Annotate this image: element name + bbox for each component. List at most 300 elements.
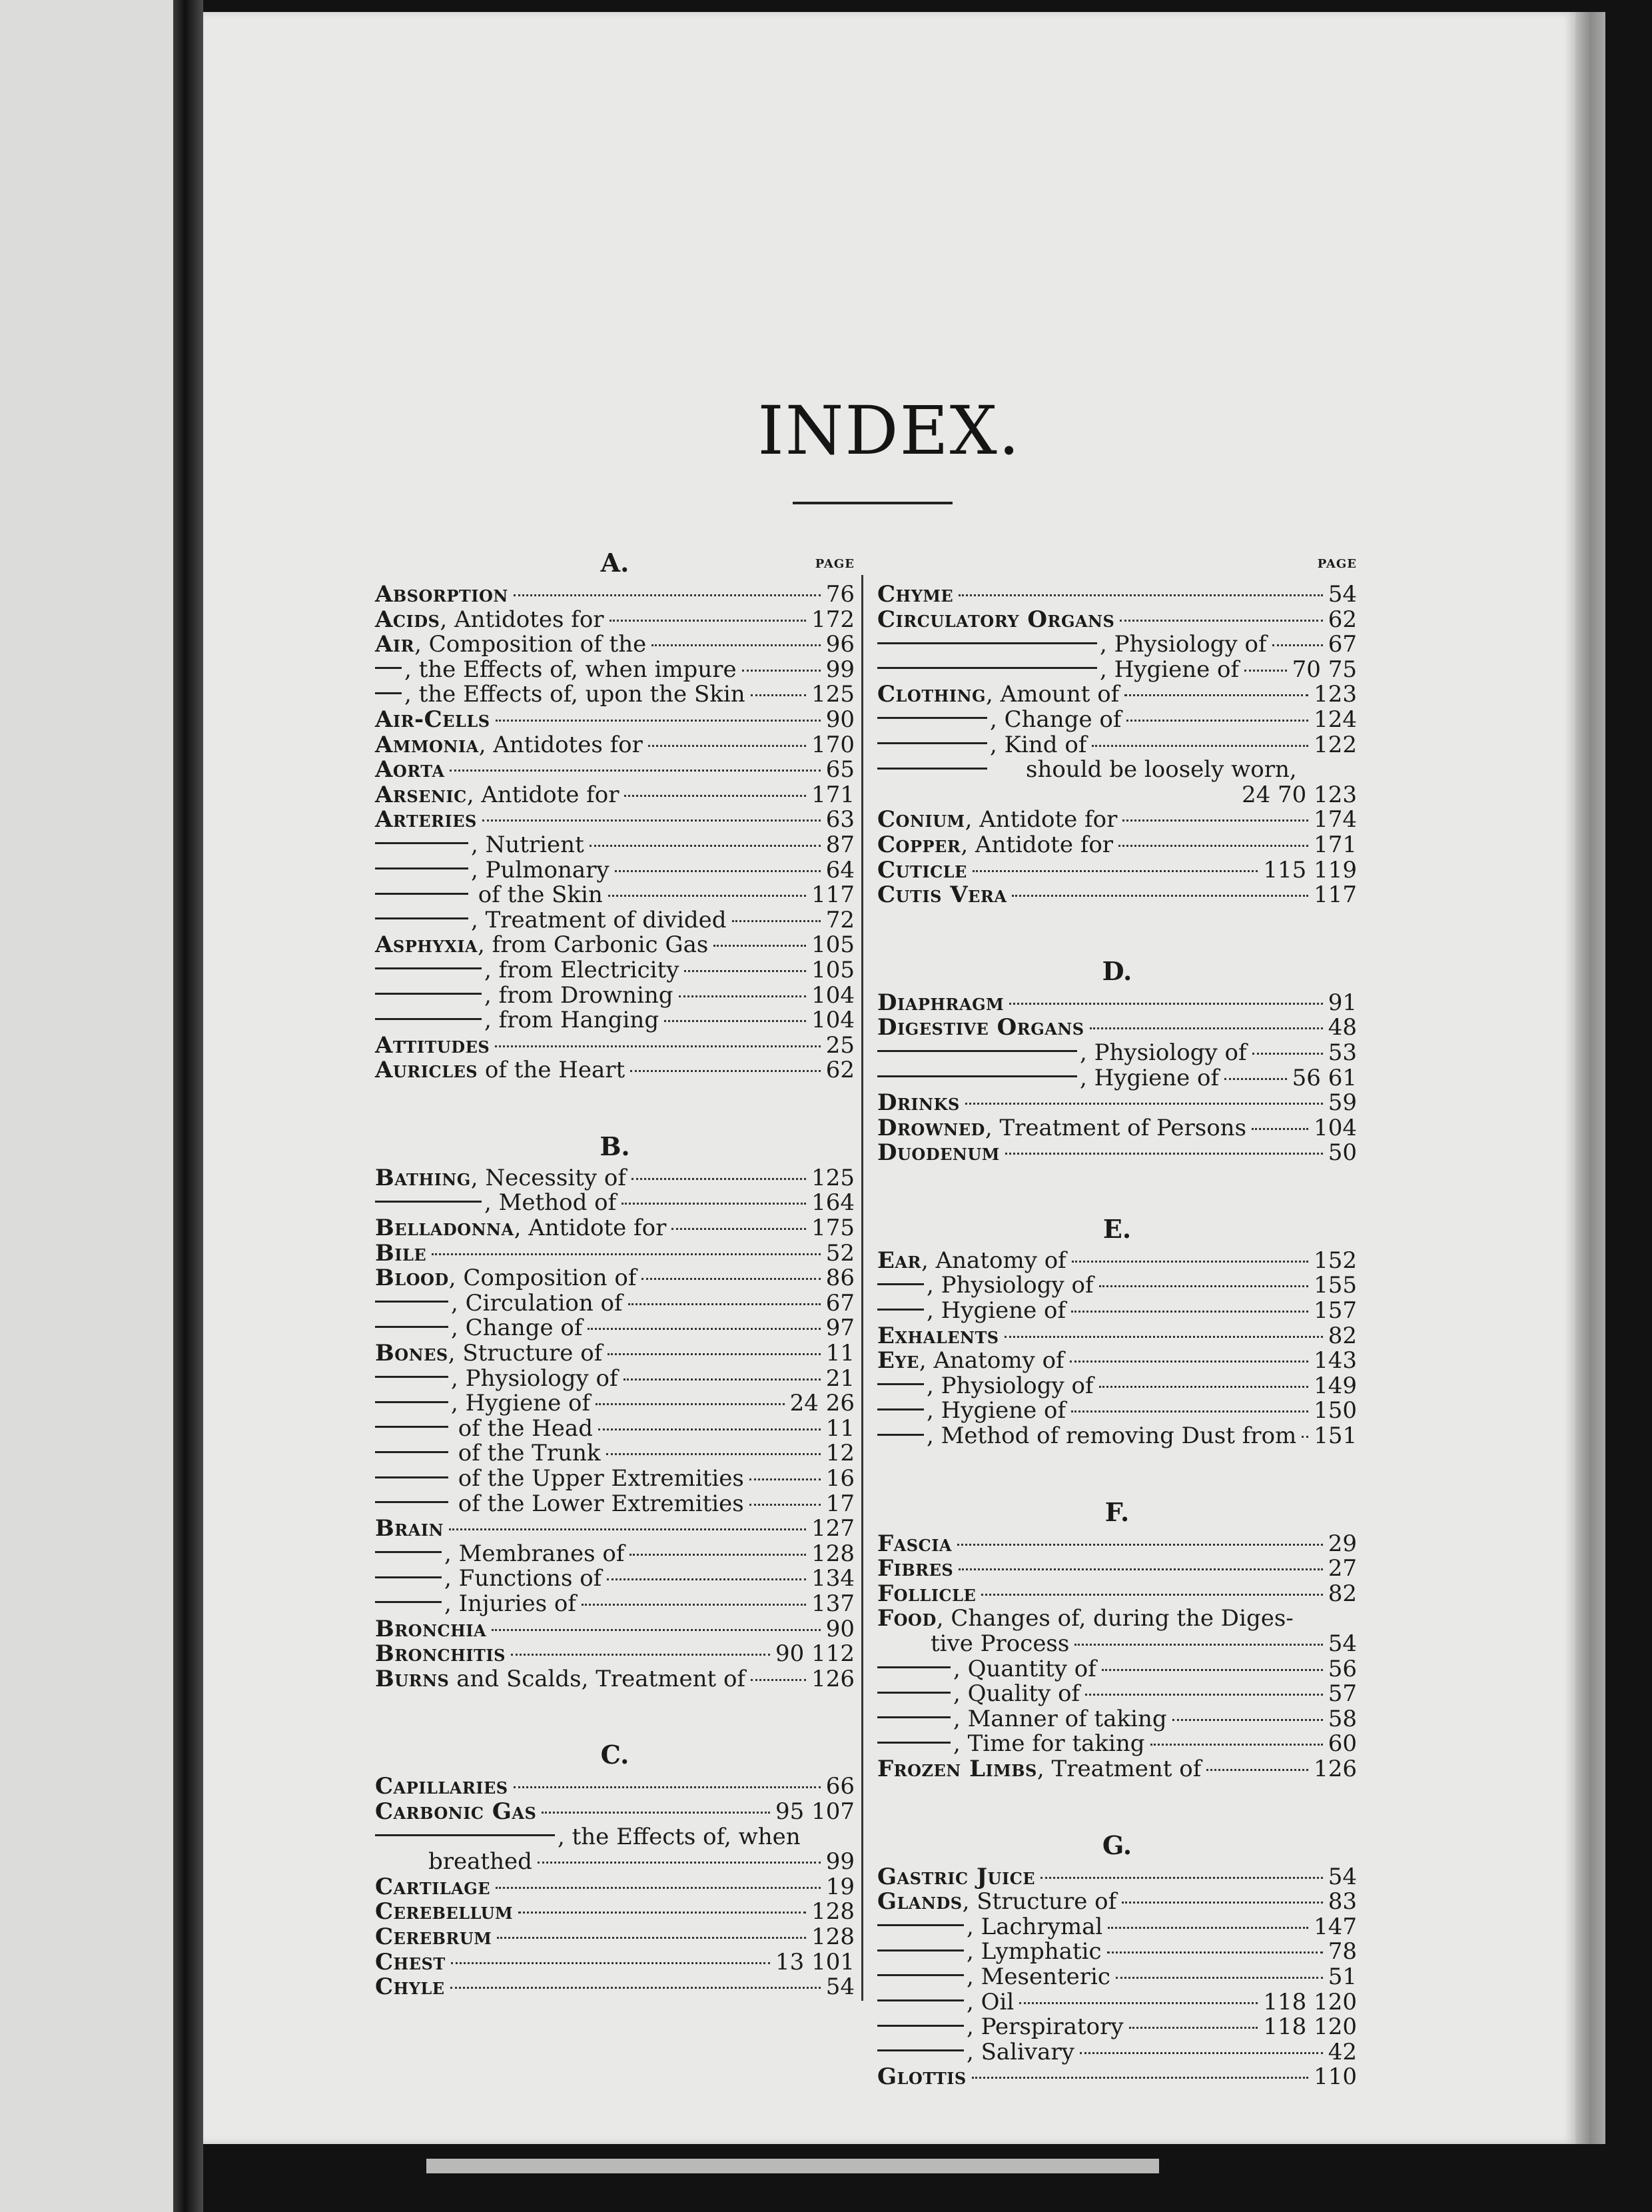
index-entry xyxy=(375,1166,855,1191)
page-number: 99 xyxy=(825,1848,855,1876)
dot-leader xyxy=(630,1070,821,1072)
entry-label xyxy=(375,1266,636,1291)
page-number: 42 xyxy=(1328,2038,1357,2065)
page-number: 134 xyxy=(811,1565,855,1592)
ditto-dash xyxy=(375,993,482,995)
dot-leader xyxy=(973,870,1258,872)
ditto-dash xyxy=(375,1201,482,1203)
entry-heading: Drinks xyxy=(877,1089,960,1117)
index-entry xyxy=(375,1391,855,1416)
page-number: 105 xyxy=(811,956,855,983)
index-entry xyxy=(877,1424,1357,1449)
dot-leader xyxy=(1252,1053,1323,1055)
index-entry xyxy=(375,1825,855,1850)
entry-heading: Digestive Organs xyxy=(877,1014,1084,1041)
dot-leader xyxy=(713,945,806,947)
dot-leader xyxy=(624,795,806,797)
page-number: 170 xyxy=(811,731,855,758)
entry-label xyxy=(877,632,1267,658)
dot-leader xyxy=(959,1568,1323,1570)
entry-label xyxy=(877,1990,1014,2015)
index-entry xyxy=(877,1116,1357,1141)
index-section xyxy=(375,548,855,1084)
page-number: 127 xyxy=(811,1515,855,1542)
dot-leader xyxy=(606,1453,821,1455)
index-entry xyxy=(375,1542,855,1567)
index-entry xyxy=(877,1582,1357,1607)
page-number: 17 xyxy=(825,1490,855,1517)
index-entry xyxy=(877,1682,1357,1707)
book-spine xyxy=(173,0,203,2212)
entry-label xyxy=(375,958,679,983)
page-number: 172 xyxy=(811,606,855,633)
dot-leader xyxy=(981,1594,1322,1596)
index-entry xyxy=(877,883,1357,908)
entry-label xyxy=(877,2040,1074,2065)
dot-leader xyxy=(972,2077,1308,2079)
entry-label xyxy=(375,1008,659,1033)
page-number: 82 xyxy=(1328,1580,1357,1607)
entry-label xyxy=(375,1800,536,1825)
page-number: 16 xyxy=(825,1465,855,1492)
index-entry xyxy=(877,833,1357,858)
index-entry xyxy=(877,808,1357,833)
entry-text: , Oil xyxy=(967,1988,1015,2015)
ditto-dash xyxy=(877,1434,924,1436)
entry-label xyxy=(877,1116,1246,1141)
entry-label xyxy=(375,908,727,933)
page-number: 99 xyxy=(825,656,855,683)
entry-label xyxy=(375,608,604,633)
page-number: 95 107 xyxy=(775,1798,855,1825)
index-entry xyxy=(375,1667,855,1692)
index-section xyxy=(375,1740,855,2001)
dot-leader xyxy=(1252,1128,1308,1130)
index-column-right xyxy=(877,552,1357,2142)
section-letter xyxy=(877,552,1357,574)
entry-label xyxy=(375,1216,666,1241)
index-entry xyxy=(375,1466,855,1492)
entry-text: , Physiology of xyxy=(1080,1039,1247,1066)
dot-leader xyxy=(641,1278,820,1280)
section-letter: E. xyxy=(1102,1213,1132,1244)
entry-text: of the Head xyxy=(451,1414,593,1442)
entry-label xyxy=(877,2015,1124,2040)
page-number: 12 xyxy=(825,1440,855,1467)
page-column-label: PAGE xyxy=(1317,557,1357,571)
index-section xyxy=(375,1131,855,1692)
entry-heading: Cuticle xyxy=(877,856,967,883)
dot-leader xyxy=(1224,1078,1287,1080)
entry-text: , Hygiene of xyxy=(451,1390,591,1417)
page-number: 56 61 xyxy=(1292,1064,1357,1091)
entry-label xyxy=(375,833,584,858)
page-number: 104 xyxy=(1314,1114,1357,1141)
page-number: 122 xyxy=(1314,731,1357,758)
entry-text: and Scalds, Treatment of xyxy=(449,1665,746,1692)
entry-text: , Antidote for xyxy=(965,806,1118,833)
dot-leader xyxy=(1126,720,1308,722)
dot-leader xyxy=(1302,1436,1308,1438)
entry-text: , Physiology of xyxy=(1100,631,1267,658)
entry-heading: Cerebellum xyxy=(375,1898,514,1926)
entry-label xyxy=(375,1642,506,1667)
dot-leader xyxy=(749,1504,821,1506)
dot-leader xyxy=(1122,820,1308,822)
dot-leader xyxy=(598,1428,821,1430)
page-number: 78 xyxy=(1328,1938,1357,1965)
index-entry xyxy=(877,1707,1357,1732)
entry-text: of the Upper Extremities xyxy=(451,1465,744,1492)
index-entry xyxy=(375,1216,855,1241)
entry-label xyxy=(375,1466,744,1492)
dot-leader xyxy=(1072,1261,1308,1263)
dot-leader xyxy=(1080,2052,1323,2054)
entry-text: , Anatomy of xyxy=(919,1347,1064,1375)
index-entry xyxy=(375,1800,855,1825)
page-number: 59 xyxy=(1328,1089,1357,1117)
index-entry xyxy=(375,1900,855,1925)
entry-heading: Diaphragm xyxy=(877,989,1005,1016)
page-number: 105 xyxy=(811,931,855,959)
index-entry xyxy=(877,1757,1357,1782)
index-entry xyxy=(375,682,855,708)
index-entry xyxy=(877,1915,1357,1940)
entry-heading: Arteries xyxy=(375,806,477,833)
index-entry xyxy=(375,1875,855,1900)
dot-leader xyxy=(671,1228,806,1230)
index-entry xyxy=(375,1642,855,1667)
dot-leader xyxy=(965,1103,1323,1105)
entry-label xyxy=(375,1925,492,1950)
dot-leader xyxy=(492,1629,821,1631)
ditto-dash xyxy=(877,1949,964,1951)
ditto-dash xyxy=(877,1999,964,2001)
entry-text: of the Skin xyxy=(471,881,603,909)
dot-leader xyxy=(496,720,821,722)
page-number: 25 xyxy=(825,1031,855,1059)
index-entry xyxy=(375,1774,855,1800)
page-number: 152 xyxy=(1314,1247,1357,1274)
entry-label xyxy=(877,1915,1102,1940)
page-number: 60 xyxy=(1328,1730,1357,1758)
title-rule xyxy=(793,502,953,504)
entry-label xyxy=(877,1273,1094,1299)
dot-leader xyxy=(1124,694,1308,696)
index-entry xyxy=(877,1041,1357,1066)
entry-text: , Membranes of xyxy=(444,1540,625,1567)
entry-text: , Method of xyxy=(484,1189,617,1217)
entry-label xyxy=(375,1241,426,1267)
index-entry xyxy=(877,1374,1357,1399)
entry-text: , Circulation of xyxy=(451,1289,623,1317)
entry-text: , Method of removing Dust from xyxy=(927,1422,1297,1450)
page-number: 54 xyxy=(1328,1863,1357,1890)
entry-label xyxy=(877,1732,1145,1757)
entry-label xyxy=(375,1975,445,2000)
page-number: 29 xyxy=(1328,1530,1357,1557)
page-number: 83 xyxy=(1328,1888,1357,1916)
page-number: 150 xyxy=(1314,1397,1357,1424)
entry-heading: Belladonna xyxy=(375,1215,514,1242)
page-number: 54 xyxy=(1328,1630,1357,1657)
entry-text: , from Hanging xyxy=(484,1007,659,1034)
index-entry xyxy=(877,682,1357,708)
ditto-dash xyxy=(375,1451,448,1453)
ditto-dash xyxy=(877,1383,924,1385)
entry-heading: Follicle xyxy=(877,1580,977,1607)
ditto-dash xyxy=(877,1924,964,1926)
entry-text: , Change of xyxy=(451,1315,583,1342)
dot-leader xyxy=(615,870,821,872)
page-number: 157 xyxy=(1314,1297,1357,1325)
page-column-label: PAGE xyxy=(815,557,855,571)
entry-label xyxy=(375,1367,618,1392)
entry-heading: Acids xyxy=(375,606,440,633)
page-number: 54 xyxy=(825,1973,855,2001)
dot-leader xyxy=(623,1379,821,1381)
entry-label xyxy=(375,1341,602,1367)
entry-heading: Chyle xyxy=(375,1973,445,2001)
page-number: 58 xyxy=(1328,1705,1357,1732)
page-number: 53 xyxy=(1328,1039,1357,1066)
index-entry xyxy=(375,1850,855,1875)
dot-leader xyxy=(1107,1951,1323,1953)
entry-label xyxy=(375,1850,532,1875)
dot-leader xyxy=(514,1786,821,1788)
entry-label xyxy=(877,1865,1035,1890)
column-divider xyxy=(861,575,863,2001)
index-entry xyxy=(375,1950,855,1975)
dot-leader xyxy=(538,1862,821,1864)
page-number: 126 xyxy=(811,1665,855,1692)
index-entry xyxy=(375,933,855,958)
entry-text: , Functions of xyxy=(444,1565,602,1592)
ditto-dash xyxy=(877,1283,924,1285)
entry-text: , Mesenteric xyxy=(967,1963,1110,1990)
page-number: 24 70 123 xyxy=(1241,781,1357,808)
dot-leader xyxy=(449,1528,806,1530)
dot-leader xyxy=(1012,895,1308,897)
entry-text: , Antidotes for xyxy=(478,731,643,758)
index-entry xyxy=(375,1033,855,1059)
entry-text: tive Process xyxy=(931,1630,1070,1657)
entry-text: , from Drowning xyxy=(484,981,673,1009)
entry-heading: Absorption xyxy=(375,581,508,608)
entry-label xyxy=(877,1374,1094,1399)
index-entry xyxy=(375,1191,855,1216)
dot-leader xyxy=(1116,1977,1323,1979)
page-number: 96 xyxy=(825,631,855,658)
entry-label xyxy=(877,1632,1069,1657)
entry-text: , the Effects of, upon the Skin xyxy=(404,681,745,708)
page-number: 90 112 xyxy=(775,1640,855,1668)
index-entry xyxy=(375,1975,855,2000)
page-number: 54 xyxy=(1328,581,1357,608)
entry-label xyxy=(877,1324,999,1349)
entry-label xyxy=(375,783,619,808)
ditto-dash xyxy=(375,1426,448,1428)
entry-label xyxy=(877,1249,1066,1274)
entry-label xyxy=(375,1667,745,1692)
entry-text: , Hygiene of xyxy=(1100,656,1240,683)
ditto-dash xyxy=(375,967,482,969)
entry-label xyxy=(375,708,490,733)
page-number: 126 xyxy=(1314,1755,1357,1782)
index-entry xyxy=(877,582,1357,608)
page-number: 171 xyxy=(1314,831,1357,858)
entry-text: , Time for taking xyxy=(953,1730,1145,1758)
dot-leader xyxy=(1206,1769,1308,1771)
index-entry xyxy=(375,1416,855,1442)
entry-label xyxy=(375,758,444,783)
page-number: 86 xyxy=(825,1265,855,1292)
entry-label xyxy=(877,1066,1219,1091)
index-entry xyxy=(375,708,855,733)
dot-leader xyxy=(608,895,806,897)
section-letter: G. xyxy=(1102,1830,1132,1860)
index-entry xyxy=(375,658,855,683)
index-entry xyxy=(375,1925,855,1950)
index-entry xyxy=(877,1965,1357,1990)
page-number: 11 xyxy=(825,1414,855,1442)
page-number: 123 xyxy=(1314,681,1357,708)
entry-label xyxy=(375,658,737,683)
dot-leader xyxy=(1071,1311,1308,1313)
ditto-dash xyxy=(375,842,468,844)
dot-leader xyxy=(1092,745,1308,747)
entry-text: , from Electricity xyxy=(484,956,679,983)
page-number: 63 xyxy=(825,806,855,833)
entry-text: , Antidote for xyxy=(514,1215,667,1242)
dot-leader xyxy=(582,1604,806,1606)
entry-heading: Bathing xyxy=(375,1164,471,1191)
index-entry xyxy=(877,1532,1357,1557)
dot-leader xyxy=(732,920,821,922)
entry-heading: Cerebrum xyxy=(375,1923,492,1950)
page-number: 65 xyxy=(825,756,855,784)
entry-heading: Gastric Juice xyxy=(877,1863,1036,1890)
index-entry xyxy=(877,1890,1357,1915)
scan-bottom-bar xyxy=(426,2159,1159,2173)
entry-label xyxy=(877,1091,960,1116)
page-number: 64 xyxy=(825,856,855,883)
dot-leader xyxy=(495,1045,821,1047)
dot-leader xyxy=(957,1544,1323,1546)
entry-heading: Ear xyxy=(877,1247,921,1274)
dot-leader xyxy=(1150,1744,1323,1746)
dot-leader xyxy=(1009,1003,1323,1005)
entry-heading: Frozen Limbs xyxy=(877,1755,1037,1782)
ditto-dash xyxy=(375,1018,482,1020)
ditto-dash xyxy=(375,1326,448,1328)
section-letter: D. xyxy=(1102,955,1132,986)
index-entry xyxy=(877,1324,1357,1349)
ditto-dash xyxy=(877,1075,1077,1077)
page-number: 118 120 xyxy=(1263,2013,1357,2041)
index-entry xyxy=(375,858,855,883)
index-entry xyxy=(877,783,1357,808)
ditto-dash xyxy=(375,1551,442,1553)
ditto-dash xyxy=(375,867,468,869)
ditto-dash xyxy=(375,1301,448,1303)
entry-text: , Quantity of xyxy=(953,1655,1096,1682)
entry-label xyxy=(877,1890,1116,1915)
entry-label xyxy=(375,1058,625,1083)
entry-label xyxy=(877,1398,1066,1424)
entry-label xyxy=(877,1015,1084,1041)
entry-heading: Drowned xyxy=(877,1114,985,1141)
entry-label xyxy=(375,983,673,1009)
dot-leader xyxy=(542,1812,770,1814)
dot-leader xyxy=(1099,1285,1309,1287)
index-entry xyxy=(375,758,855,783)
ditto-dash xyxy=(375,917,468,919)
page-number: 117 xyxy=(811,881,855,909)
dot-leader xyxy=(1090,1027,1323,1029)
dot-leader xyxy=(1019,2002,1258,2004)
entry-heading: Exhalents xyxy=(877,1322,999,1349)
entry-heading: Brain xyxy=(375,1515,444,1542)
entry-label xyxy=(375,582,508,608)
page-number: 87 xyxy=(825,831,855,858)
page-number: 149 xyxy=(1314,1372,1357,1399)
entry-label xyxy=(877,1299,1066,1324)
entry-text: of the Trunk xyxy=(451,1440,601,1467)
entry-text: , Manner of taking xyxy=(953,1705,1167,1732)
page-number: 137 xyxy=(811,1590,855,1617)
index-entry xyxy=(375,1367,855,1392)
entry-text: , Antidote for xyxy=(961,831,1114,858)
entry-heading: Air-Cells xyxy=(375,706,490,733)
entry-text: , Lachrymal xyxy=(967,1913,1103,1940)
index-entry xyxy=(375,1566,855,1592)
page-title: INDEX. xyxy=(757,392,1021,470)
dot-leader xyxy=(1244,670,1287,672)
entry-label xyxy=(877,858,967,883)
page-number: 67 xyxy=(1328,631,1357,658)
index-entry xyxy=(877,1091,1357,1116)
ditto-dash xyxy=(877,1716,951,1718)
entry-text: breathed xyxy=(428,1848,532,1876)
entry-label xyxy=(375,1592,576,1617)
entry-text: , the Effects of, when xyxy=(558,1823,801,1850)
index-entry xyxy=(877,1990,1357,2015)
page-number: 90 xyxy=(825,706,855,733)
entry-text: , Kind of xyxy=(990,731,1087,758)
entry-heading: Attitudes xyxy=(375,1031,490,1059)
dot-leader xyxy=(497,1937,806,1939)
index-entry xyxy=(877,708,1357,733)
section-letter: A. xyxy=(600,548,629,578)
index-entry xyxy=(375,1341,855,1367)
index-entry xyxy=(877,1349,1357,1374)
dot-leader xyxy=(1074,1644,1322,1646)
entry-text: , Structure of xyxy=(448,1340,603,1367)
page-number: 143 xyxy=(1314,1347,1357,1375)
dot-leader xyxy=(1070,1361,1308,1363)
entry-heading: Clothing xyxy=(877,681,987,708)
page-number: 52 xyxy=(825,1239,855,1267)
page-number: 128 xyxy=(811,1923,855,1950)
entry-text: , Salivary xyxy=(967,2038,1074,2065)
entry-heading: Blood xyxy=(375,1265,449,1292)
index-entry xyxy=(877,1657,1357,1682)
dot-leader xyxy=(1122,1902,1323,1904)
index-entry xyxy=(877,1732,1357,1757)
page-number: 70 75 xyxy=(1292,656,1357,683)
entry-text: , Treatment of divided xyxy=(471,906,727,933)
